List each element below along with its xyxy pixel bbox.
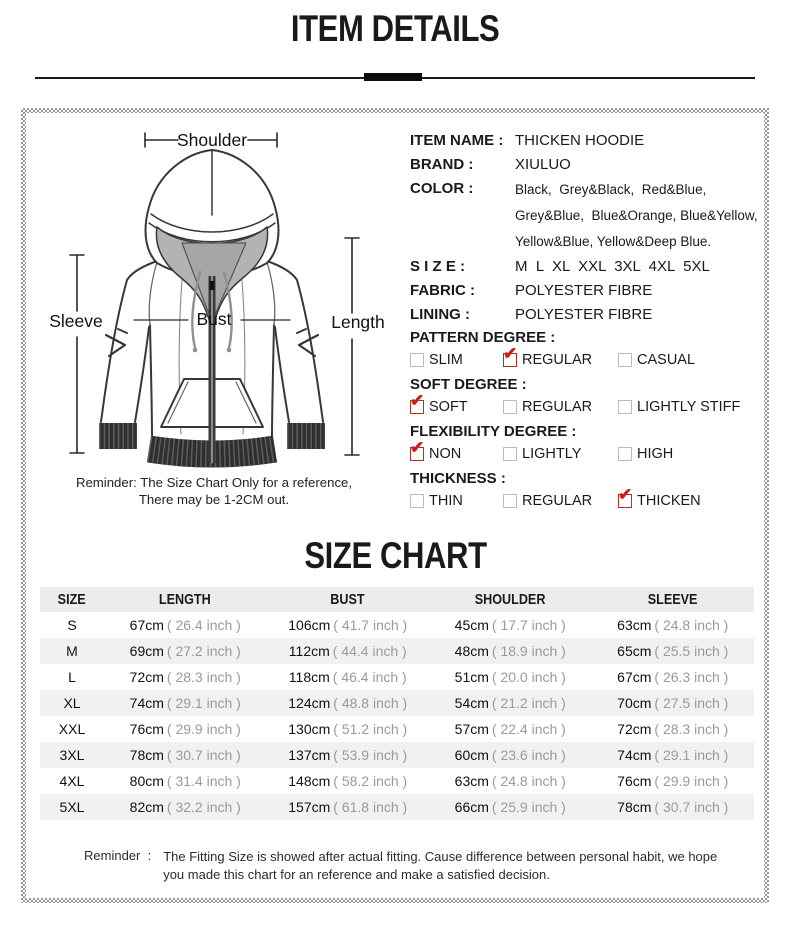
table-row: 4XL 80cm ( 31.4 inch ) 148cm ( 58.2 inch ) 63cm ( 24.8 inch ) 76cm ( 29.9 inch ): [59, 773, 729, 789]
table-row: M 69cm ( 27.2 inch ) 112cm ( 44.4 inch ) 48cm ( 18.9 inch ) 65cm ( 25.5 inch ): [40, 638, 754, 664]
checkbox-option-regular[interactable]: [503, 344, 618, 369]
spec-label: S I Z E :: [410, 258, 466, 275]
checkbox-label: REGULAR: [522, 493, 593, 509]
size-chart-title: SIZE CHART: [303, 535, 487, 576]
sleeve-label: Sleeve: [49, 311, 103, 331]
page-title: ITEM DETAILS: [290, 8, 500, 49]
checkbox-option-thin[interactable]: [410, 492, 503, 510]
checkbox-label: SLIM: [429, 352, 463, 368]
flexibility-degree-group: [410, 423, 762, 463]
table-row: XXL 76cm ( 29.9 inch ) 130cm ( 51.2 inch ) 57cm ( 22.4 inch ) 72cm ( 28.3 inch ): [58, 721, 729, 737]
checkbox-option-slim[interactable]: [410, 351, 503, 369]
fitting-reminder: [84, 848, 744, 884]
thickness-group: [410, 470, 762, 510]
reminder-line2: you made this chart for an reference and make a satisfied decision.: [163, 867, 550, 882]
group-title: SOFT DEGREE :: [410, 376, 527, 393]
pattern-degree-group: [410, 329, 762, 369]
checkbox-label: NON: [429, 446, 462, 462]
checkbox[interactable]: [503, 447, 517, 461]
size-chart-table: [40, 587, 754, 820]
checkbox-option-high[interactable]: [618, 445, 673, 463]
reminder-label: Reminder :: [84, 848, 152, 863]
spec-fabric: [410, 279, 762, 303]
checkbox-option-regular[interactable]: [503, 492, 618, 510]
checkbox[interactable]: [410, 353, 424, 367]
spec-value: POLYESTER FIBRE: [515, 282, 653, 299]
checkbox-option-non[interactable]: [410, 438, 503, 463]
checkbox-label: THIN: [429, 493, 463, 509]
checkbox[interactable]: [503, 400, 517, 414]
header-divider-accent: [364, 73, 422, 81]
checkbox-label: HIGH: [637, 446, 674, 462]
checkbox[interactable]: [618, 353, 632, 367]
spec-value: THICKEN HOODIE: [515, 132, 645, 149]
spec-label: ITEM NAME :: [410, 132, 504, 149]
table-row: XL 74cm ( 29.1 inch ) 124cm ( 48.8 inch ) 54cm ( 21.2 inch ) 70cm ( 27.5 inch ): [40, 690, 754, 716]
checkbox[interactable]: [410, 438, 425, 461]
spec-lining: [410, 303, 762, 327]
table-row: 5XL 82cm ( 32.2 inch ) 157cm ( 61.8 inch ) 66cm ( 25.9 inch ) 78cm ( 30.7 inch ): [40, 794, 754, 820]
checkbox-label: THICKEN: [637, 493, 701, 509]
spec-value: XIULUO: [515, 156, 571, 173]
checkbox[interactable]: [410, 391, 425, 414]
table-row: S 67cm ( 26.4 inch ) 106cm ( 41.7 inch ) 45cm ( 17.7 inch ) 63cm ( 24.8 inch ): [67, 617, 729, 633]
column-header: LENGTH: [159, 591, 212, 608]
check-icon: ✔: [410, 391, 425, 410]
shoulder-label: Shoulder: [176, 130, 248, 150]
hoodie-sketch-icon: [30, 120, 400, 518]
checkbox[interactable]: [503, 344, 518, 367]
column-header: SLEEVE: [647, 591, 698, 608]
check-icon: ✔: [618, 485, 633, 504]
group-title: PATTERN DEGREE :: [410, 329, 556, 346]
checkbox[interactable]: [618, 485, 633, 508]
spec-label: BRAND :: [410, 156, 474, 173]
checkbox-option-thicken[interactable]: [618, 485, 701, 510]
checkbox-option-regular[interactable]: [503, 398, 618, 416]
checkbox[interactable]: [503, 494, 517, 508]
spec-label: FABRIC :: [410, 282, 475, 299]
table-header-row: [40, 587, 754, 612]
bust-label: Bust: [196, 309, 232, 329]
column-header: SHOULDER: [474, 591, 546, 608]
spec-value: M L XL XXL 3XL 4XL 5XL: [515, 258, 710, 275]
item-details-board: [21, 108, 769, 903]
checkbox-label: REGULAR: [522, 352, 593, 368]
spec-value: POLYESTER FIBRE: [515, 306, 653, 323]
group-title: FLEXIBILITY DEGREE :: [410, 423, 577, 440]
check-icon: ✔: [410, 438, 425, 457]
length-label: Length: [331, 312, 385, 332]
diagram-reminder-line2: There may be 1-2CM out.: [138, 492, 290, 507]
group-title: THICKNESS :: [410, 470, 506, 487]
spec-value: Black, Grey&Black, Red&Blue, Grey&Blue, Blue&Orange, Blue&Yellow, Yellow&Blue, Yellow&Deep Blue.: [515, 182, 758, 249]
spec-color: [410, 177, 762, 255]
diagram-reminder-line1: Reminder: The Size Chart Only for a reference,: [75, 475, 353, 490]
checkbox-label: CASUAL: [637, 352, 696, 368]
soft-degree-group: [410, 376, 762, 416]
check-icon: ✔: [503, 344, 518, 363]
spec-brand: [410, 153, 762, 177]
checkbox[interactable]: [618, 447, 632, 461]
hoodie-measurement-diagram: [30, 120, 400, 518]
table-row: 3XL 78cm ( 30.7 inch ) 137cm ( 53.9 inch ) 60cm ( 23.6 inch ) 74cm ( 29.1 inch ): [40, 742, 754, 768]
reminder-line1: The Fitting Size is showed after actual fitting. Cause difference between personal habit, we hope: [163, 849, 718, 864]
checkbox-label: REGULAR: [522, 399, 593, 415]
checkbox-label: SOFT: [429, 399, 468, 415]
column-header: BUST: [330, 591, 365, 608]
checkbox-option-casual[interactable]: [618, 351, 695, 369]
checkbox-label: LIGHTLY STIFF: [637, 399, 741, 415]
spec-label: LINING :: [410, 306, 470, 323]
checkbox-option-lightly[interactable]: [503, 445, 618, 463]
table-row: L 72cm ( 28.3 inch ) 118cm ( 46.4 inch ) 51cm ( 20.0 inch ) 67cm ( 26.3 inch ): [68, 669, 729, 685]
item-specs: [410, 127, 762, 510]
checkbox-option-soft[interactable]: [410, 391, 503, 416]
checkbox[interactable]: [410, 494, 424, 508]
checkbox[interactable]: [618, 400, 632, 414]
checkbox-label: LIGHTLY: [522, 446, 582, 462]
spec-item-name: [410, 129, 762, 153]
column-header: SIZE: [57, 591, 87, 608]
spec-size: [410, 255, 762, 279]
checkbox-option-lightly-stiff[interactable]: [618, 398, 740, 416]
spec-label: COLOR :: [410, 180, 474, 197]
